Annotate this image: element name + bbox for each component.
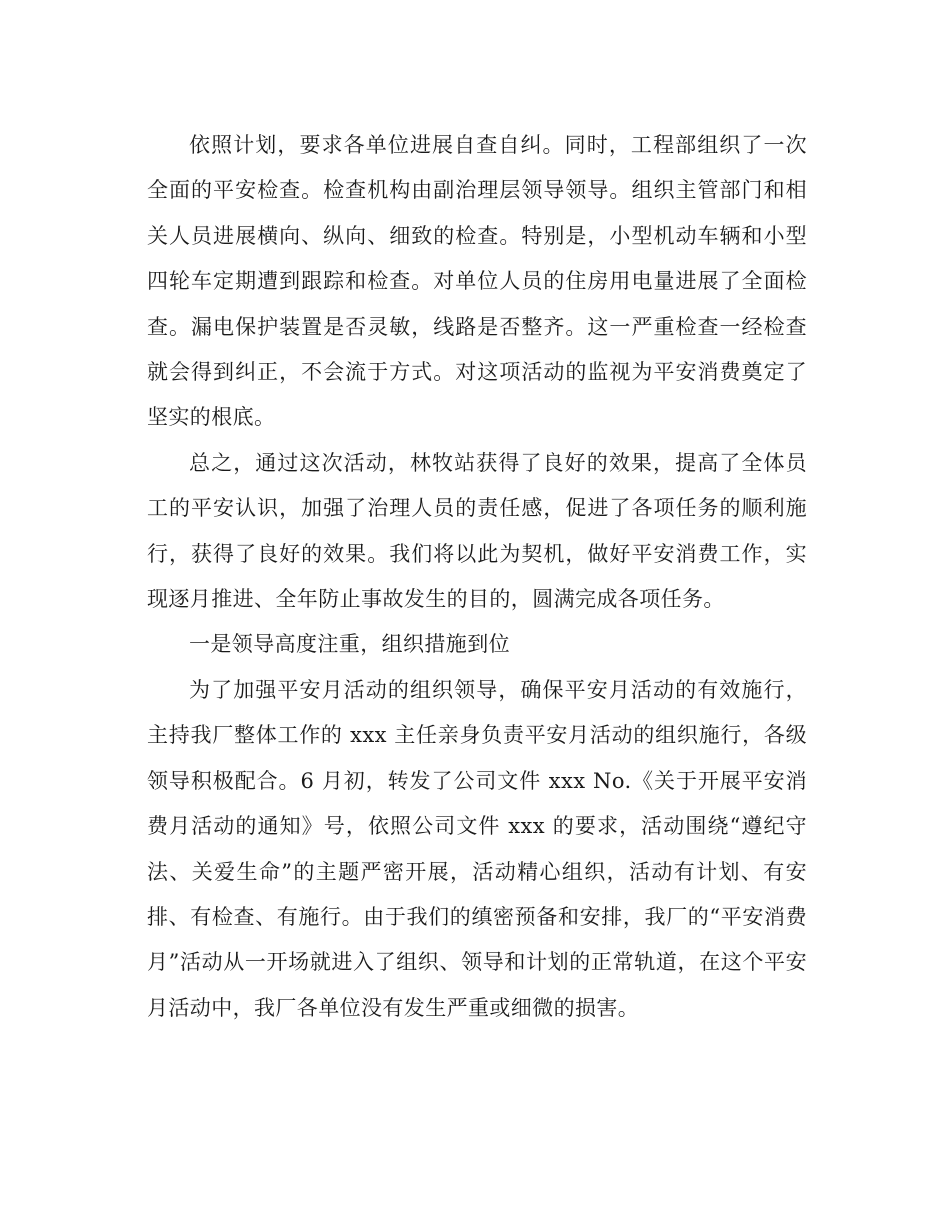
section-heading: 一是领导高度注重，组织措施到位: [189, 632, 510, 657]
document-body: [147, 123, 807, 1031]
paragraph-organization: 为了加强平安月活动的组织领导，确保平安月活动的有效施行，主持我厂整体工作的 xxx 主任亲身负责平安月活动的组织施行，各级领导积极配合。6 月初，转发了公司文件 xxx No.《关于开展平安消费月活动的通知》号，依照公司文件 xxx 的要求，活动围绕“遵纪守法、关爱生命”的主题严密开展，活动精心组织，活动有计划、有安排、有检查、有施行。由于我们的缜密预备和安排，我厂的“平安消费月”活动从一开场就进入了组织、领导和计划的正常轨道，在这个平安月活动中，我厂各单位没有发生严重或细微的损害。: [147, 677, 807, 1020]
paragraph-summary: 总之，通过这次活动，林牧站获得了良好的效果，提高了全体员工的平安认识，加强了治理人员的责任感，促进了各项任务的顺利施行，获得了良好的效果。我们将以此为契机，做好平安消费工作，实现逐月推进、全年防止事故发生的目的，圆满完成各项任务。: [147, 450, 807, 612]
paragraph-inspection: 依照计划，要求各单位进展自查自纠。同时，工程部组织了一次全面的平安检查。检查机构由副治理层领导领导。组织主管部门和相关人员进展横向、纵向、细致的检查。特别是，小型机动车辆和小型四轮车定期遭到跟踪和检查。对单位人员的住房用电量进展了全面检查。漏电保护装置是否灵敏，线路是否整齐。这一严重检查一经检查就会得到纠正，不会流于方式。对这项活动的监视为平安消费奠定了坚实的根底。: [147, 133, 807, 430]
